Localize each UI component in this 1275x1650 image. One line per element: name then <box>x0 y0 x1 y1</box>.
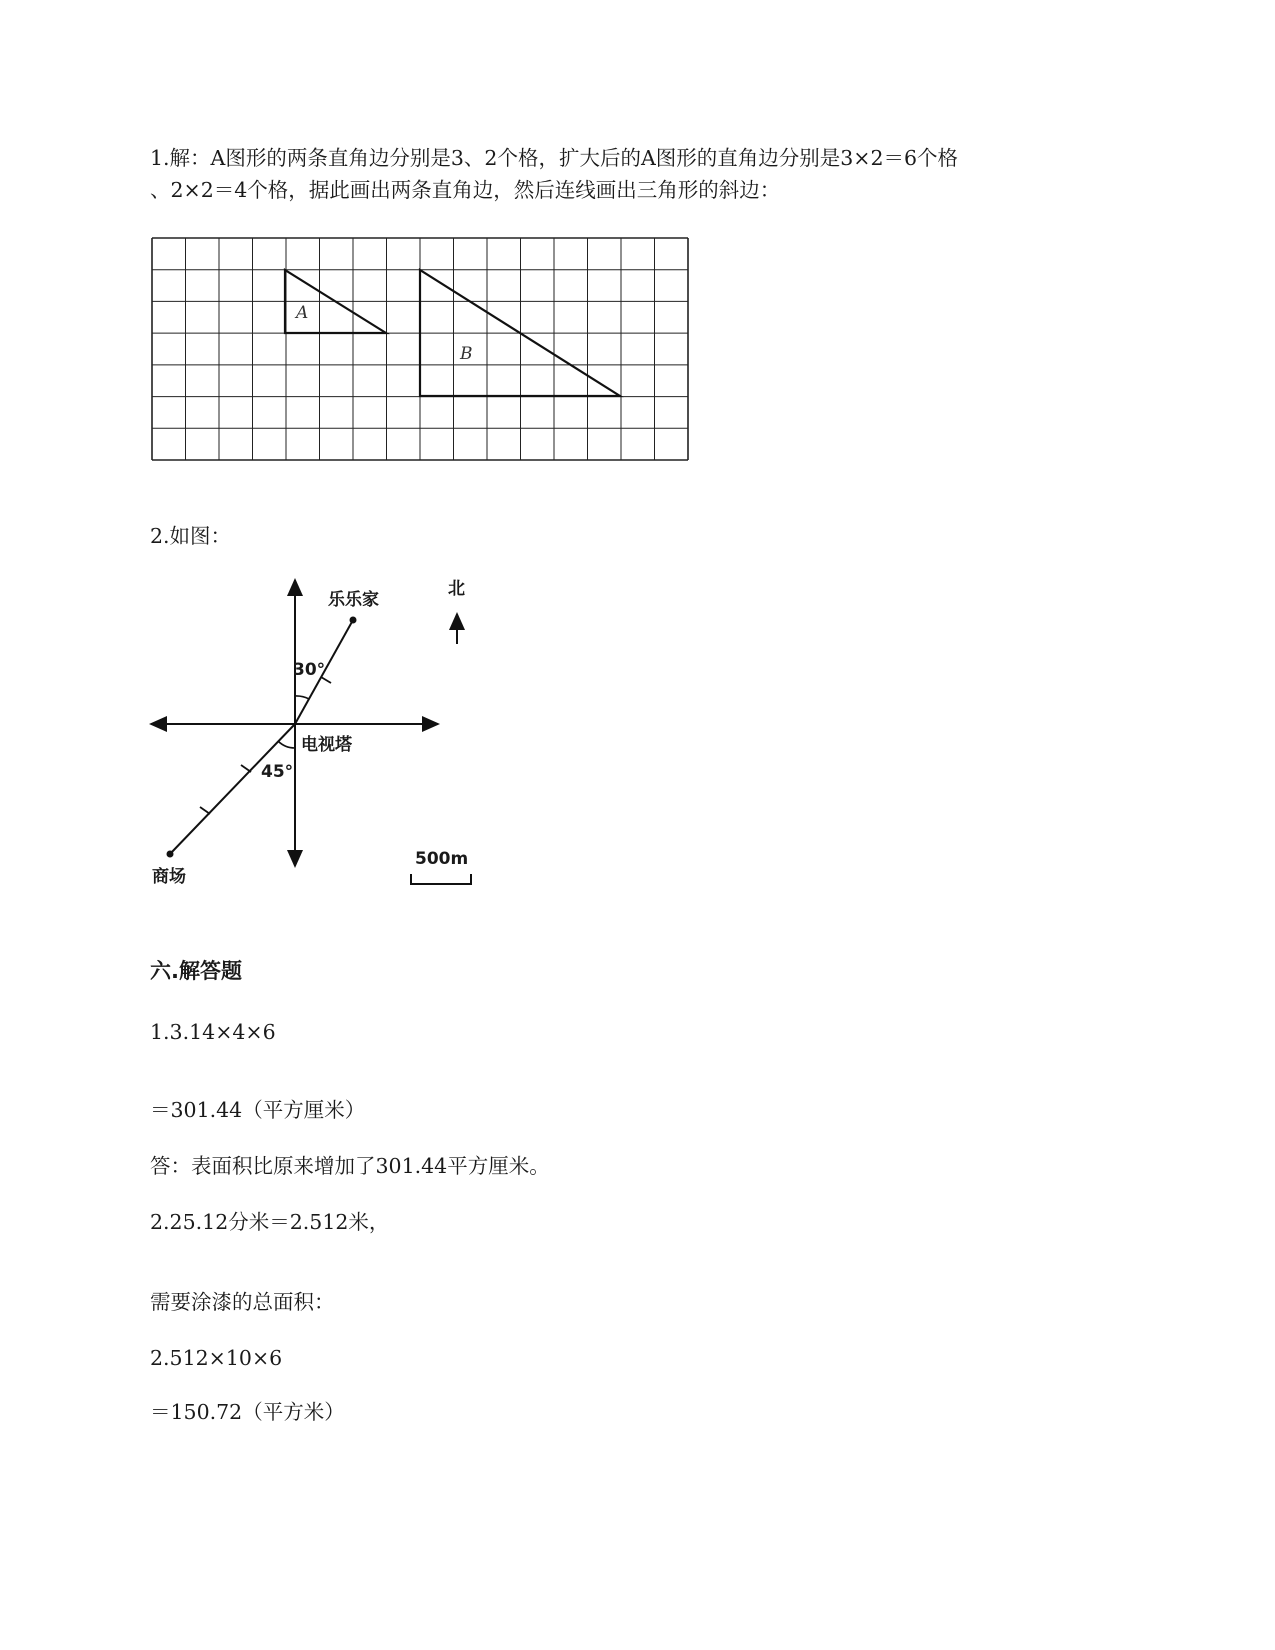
mall-label: 商场 <box>152 867 186 887</box>
mall-tick-2 <box>200 807 210 814</box>
direction-map-figure <box>145 572 485 892</box>
q2-calc-line1: 2.25.12分米＝2.512米， <box>150 1210 390 1234</box>
scale-label: 500m <box>415 849 469 869</box>
line-to-mall <box>170 724 295 854</box>
q1-answer: 答：表面积比原来增加了301.44平方厘米。 <box>150 1154 550 1178</box>
scale-bar <box>411 874 471 884</box>
home-label: 乐乐家 <box>328 590 379 610</box>
q1-calc-line1: 1.3.14×4×6 <box>150 1020 276 1044</box>
section-heading: 六.解答题 <box>150 959 242 983</box>
q2-calc-line2: 需要涂漆的总面积： <box>150 1290 335 1314</box>
mall-point <box>167 851 174 858</box>
angle-mall-label: 45° <box>261 762 294 782</box>
q2-calc-line3: 2.512×10×6 <box>150 1346 283 1370</box>
angle-home-label: 30° <box>293 660 326 680</box>
angle-arc-mall <box>278 741 295 748</box>
north-label: 北 <box>448 579 465 599</box>
q1-calc-line2: ＝301.44（平方厘米） <box>150 1098 366 1122</box>
tower-label: 电视塔 <box>301 735 352 755</box>
q2-caption: 2.如图： <box>150 524 232 548</box>
q1-explanation-line1: 1.解：A图形的两条直角边分别是3、2个格，扩大后的A图形的直角边分别是3×2＝6个格 <box>150 146 959 170</box>
grid-triangle-figure <box>150 236 690 466</box>
home-point <box>350 617 357 624</box>
angle-arc-home <box>295 696 309 699</box>
q2-calc-line4: ＝150.72（平方米） <box>150 1400 345 1424</box>
mall-tick-1 <box>241 765 251 772</box>
q1-explanation-line2: 、2×2＝4个格，据此画出两条直角边，然后连线画出三角形的斜边： <box>150 178 781 202</box>
triangle-a-label: A <box>296 303 309 323</box>
triangle-b-label: B <box>460 344 473 364</box>
